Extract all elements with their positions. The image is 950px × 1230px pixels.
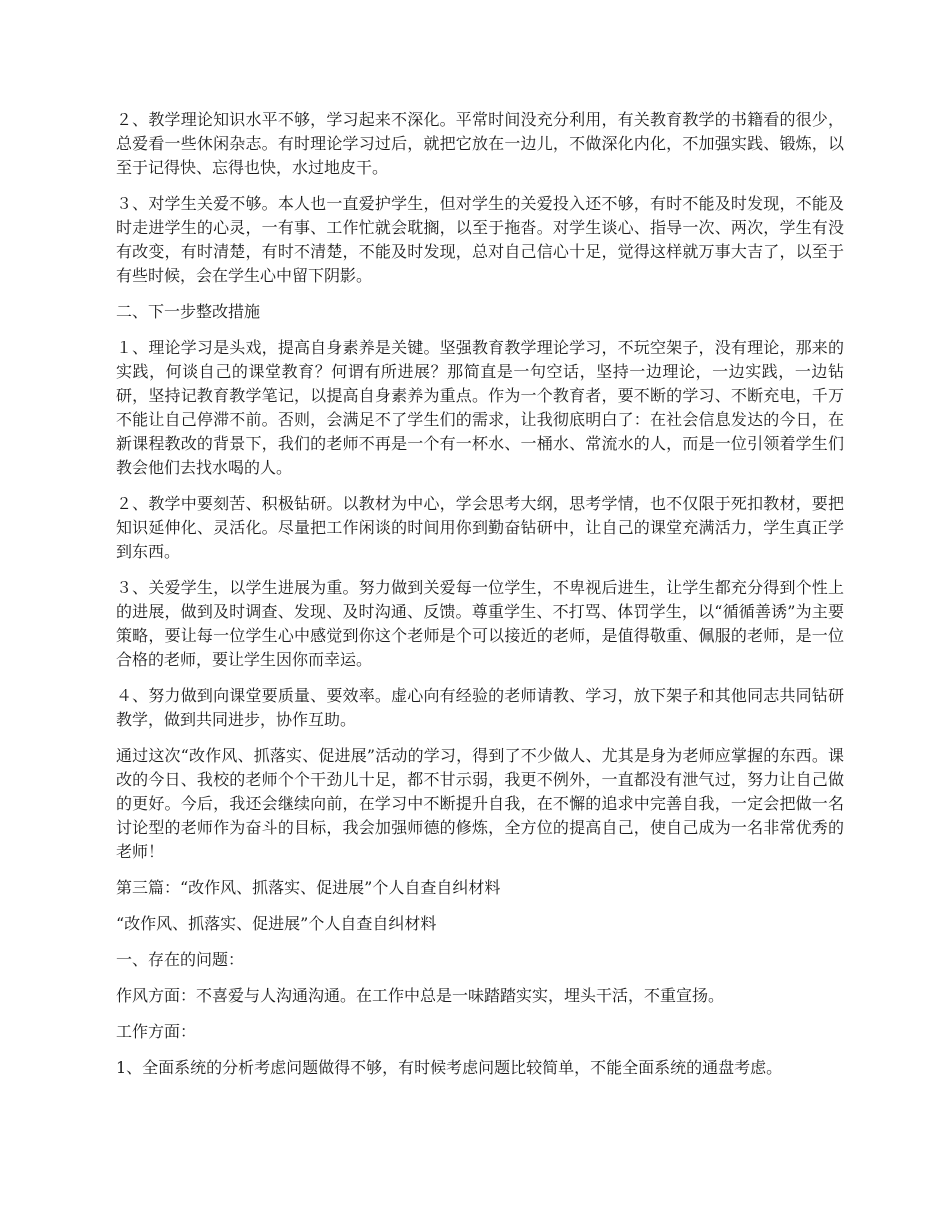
document-title: “改作风、抓落实、促进展”个人自查自纠材料 xyxy=(116,914,437,933)
paragraph: ３、关爱学生，以学生进展为重。努力做到关爱每一位学生，不卑视后进生，让学生都充分得到个性上的进展，做到及时调查、发现、及时沟通、反馈。尊重学生、不打骂、体罚学生，以“循循善诱”为主要策略，要让每一位学生心中感觉到你这个老师是个可以接近的老师，是值得敬重、佩服的老师，是一位合格的老师，要让学生因你而幸运。 xyxy=(116,578,844,669)
paragraph: ３、对学生关爱不够。本人也一直爱护学生，但对学生的关爱投入还不够，有时不能及时发现，不能及时走进学生的心灵，一有事、工作忙就会耽搁，以至于拖沓。对学生谈心、指导一次、两次，学生有没有改变，有时清楚，有时不清楚，不能及时发现，总对自己信心十足，觉得这样就万事大吉了，以至于有些时候，会在学生心中留下阴影。 xyxy=(116,194,844,285)
section-heading: 一、存在的问题： xyxy=(116,950,245,969)
paragraph: ２、教学中要刻苦、积极钻研。以教材为中心，学会思考大纲，思考学情，也不仅限于死扣教材，要把知识延伸化、灵活化。尽量把工作闲谈的时间用你到勤奋钻研中，让自己的课堂充满活力，学生真正学到东西。 xyxy=(116,494,844,561)
paragraph: 作风方面：不喜爱与人沟通沟通。在工作中总是一味踏踏实实，埋头干活，不重宣扬。 xyxy=(116,986,725,1005)
paragraph: 通过这次“改作风、抓落实、促进展”活动的学习，得到了不少做人、尤其是身为老师应掌握的东西。课改的今日、我校的老师个个干劲儿十足，都不甘示弱，我更不例外，一直都没有泄气过，努力让自己做的更好。今后，我还会继续向前，在学习中不断提升自我，在不懈的追求中完善自我，一定会把做一名讨论型的老师作为奋斗的目标，我会加强师德的修炼，全方位的提高自己，使自己成为一名非常优秀的老师！ xyxy=(116,746,844,861)
chapter-heading: 第三篇：“改作风、抓落实、促进展”个人自查自纠材料 xyxy=(116,878,501,897)
document-body xyxy=(116,108,844,1092)
paragraph: 1、全面系统的分析考虑问题做得不够，有时候考虑问题比较简单，不能全面系统的通盘考虑。 xyxy=(116,1058,783,1077)
paragraph: ４、努力做到向课堂要质量、要效率。虚心向有经验的老师请教、学习，放下架子和其他同志共同钻研教学，做到共同进步，协作互助。 xyxy=(116,686,844,729)
section-heading: 二、下一步整改措施 xyxy=(116,302,261,321)
paragraph: １、理论学习是头戏，提高自身素养是关键。坚强教育教学理论学习，不玩空架子，没有理论，那来的实践，何谈自己的课堂教育？何谓有所进展？那简直是一句空话，坚持一边理论，一边实践，一边钻研，坚持记教育教学笔记，以提高自身素养为重点。作为一个教育者，要不断的学习、不断充电，千万不能让自己停滞不前。否则，会满足不了学生们的需求，让我彻底明白了：在社会信息发达的今日，在新课程教改的背景下，我们的老师不再是一个有一杯水、一桶水、常流水的人，而是一位引领着学生们教会他们去找水喝的人。 xyxy=(116,338,844,477)
subsection-heading: 工作方面： xyxy=(116,1022,197,1041)
paragraph: ２、教学理论知识水平不够，学习起来不深化。平常时间没充分利用，有关教育教学的书籍看的很少，总爱看一些休闲杂志。有时理论学习过后，就把它放在一边儿，不做深化内化，不加强实践、锻炼，以至于记得快、忘得也快，水过地皮干。 xyxy=(116,110,844,177)
